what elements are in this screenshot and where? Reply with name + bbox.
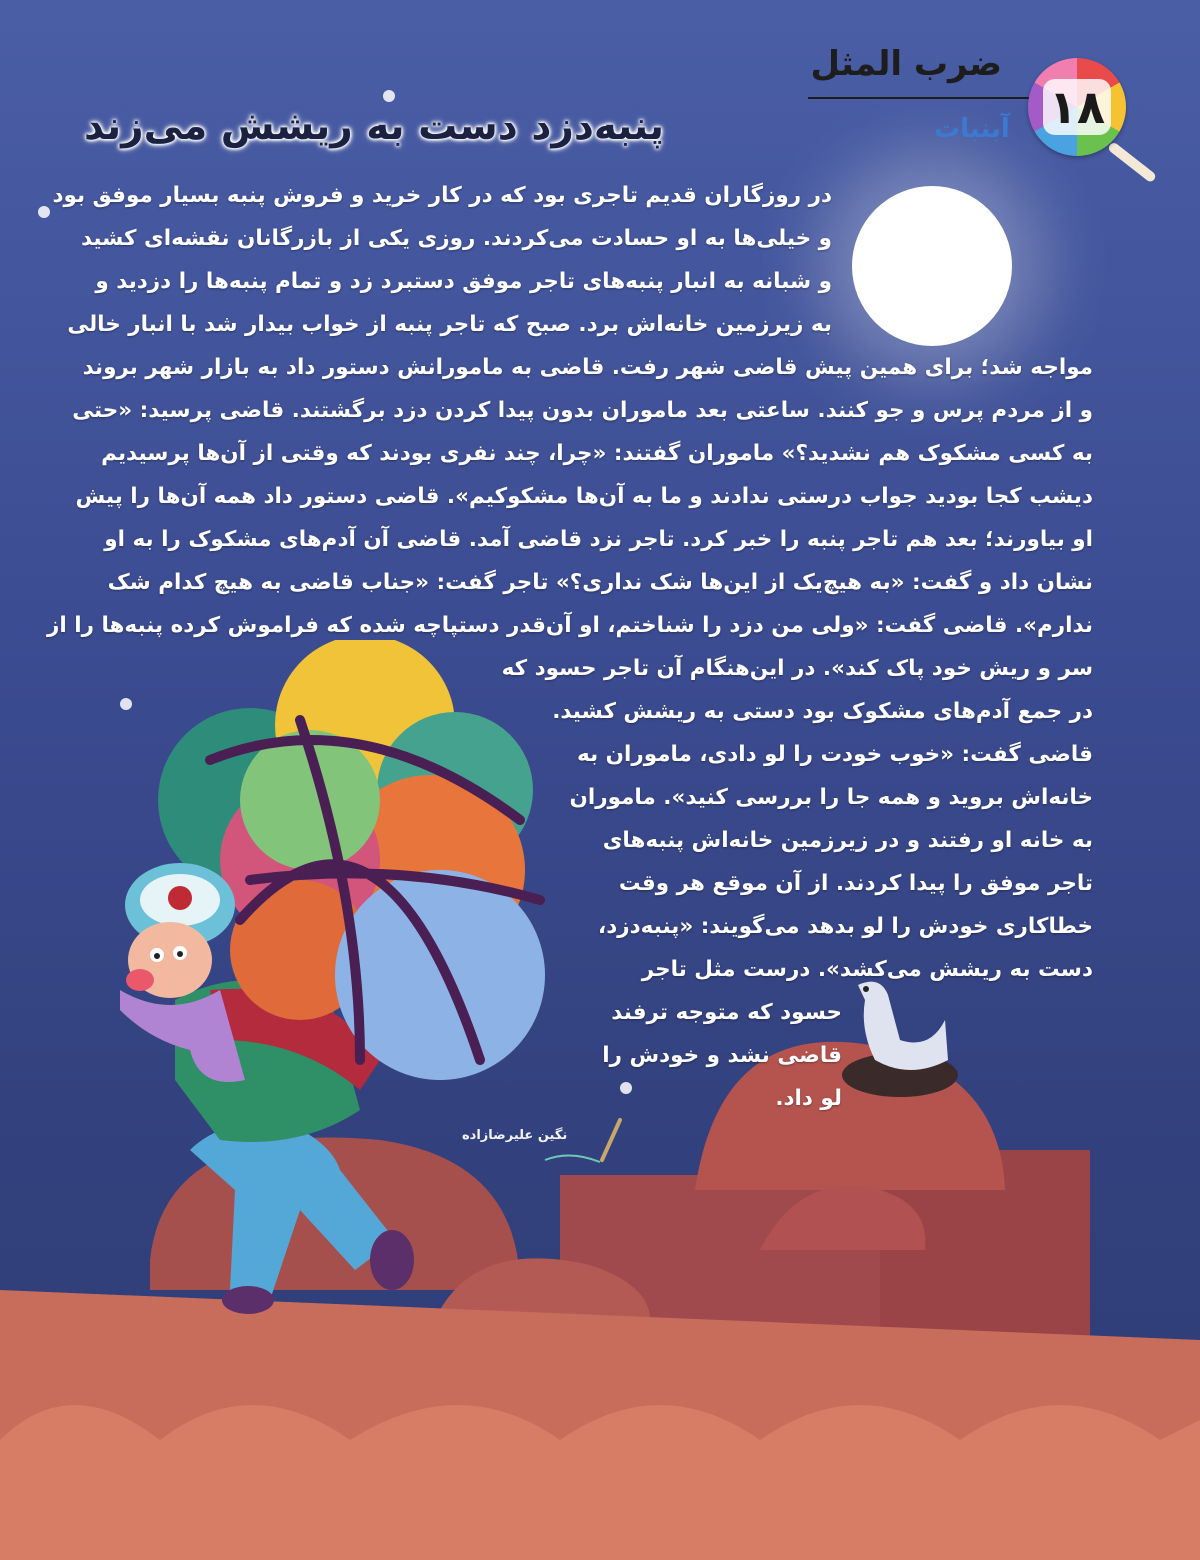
story-line: در جمع آدم‌های مشکوک بود دستی به ریشش کشید. <box>552 699 1093 724</box>
story-line: قاضی گفت: «خوب خودت را لو دادی، ماموران به <box>577 742 1093 767</box>
story-line: خطاکاری خودش را لو بدهد می‌گویند: «پنبه‌دزد، <box>598 914 1093 939</box>
story-line: در روزگاران قدیم تاجری بود که در کار خرید و فروش پنبه بسیار موفق بود <box>52 183 832 208</box>
page-number-lollipop <box>1028 58 1126 156</box>
story-line: به زیرزمین خانه‌اش برد. صبح که تاجر پنبه از خواب بیدار شد با انبار خالی <box>67 312 832 337</box>
story-line: لو داد. <box>775 1086 842 1111</box>
story-line: تاجر موفق را پیدا کردند. از آن موقع هر وقت <box>618 871 1093 896</box>
star <box>383 90 395 102</box>
section-label: ضرب المثل <box>810 44 1002 84</box>
story-line: خانه‌اش بروید و همه جا را بررسی کنید». ماموران <box>569 785 1093 810</box>
story-line: و خیلی‌ها به او حسادت می‌کردند. روزی یکی از بازرگانان نقشه‌ای کشید <box>80 226 832 251</box>
story-line: مواجه شد؛ برای همین پیش قاضی شهر رفت. قاضی به مامورانش دستور داد به بازار شهر بروند <box>82 355 1093 380</box>
roof-arches <box>0 1405 1200 1560</box>
story-line: و شبانه به انبار پنبه‌های تاجر موفق دستبرد زد و تمام پنبه‌ها را دزدید و <box>95 269 832 294</box>
story-line: دیشب کجا بودید جواب درستی ندادند و ما به آن‌ها مشکوکیم». قاضی دستور داد همه آن‌ها را پیش <box>75 484 1093 509</box>
story-line: دست به ریشش می‌کشد». درست مثل تاجر <box>641 957 1093 982</box>
story-line: به خانه او رفتند و در زیرزمین خانه‌اش پنبه‌های <box>602 828 1093 853</box>
story-title: پنبه‌دزد دست به ریشش می‌زند <box>83 104 664 149</box>
lollipop-stick <box>1107 141 1157 183</box>
star <box>38 206 50 218</box>
illustrator-credit: نگین علیرضازاده <box>462 1128 568 1143</box>
brush-icon <box>602 1120 620 1160</box>
brand-logo: آبنبات <box>934 114 1010 144</box>
page-number: ۱۸ <box>1043 79 1111 135</box>
story-line: سر و ریش خود پاک کند». در این‌هنگام آن تاجر حسود که <box>501 656 1093 681</box>
sack <box>335 870 545 1080</box>
moon <box>852 186 1012 346</box>
story-line: و از مردم پرس و جو کنند. ساعتی بعد ماموران بدون پیدا کردن دزد برگشتند. قاضی پرسید: «حتی <box>72 398 1093 423</box>
story-line: قاضی نشد و خودش را <box>602 1043 842 1068</box>
header-rule <box>808 97 1032 99</box>
story-line: او بیاورند؛ بعد هم تاجر پنبه را خبر کرد. تاجر نزد قاضی آمد. قاضی آن آدم‌های مشکوک را به او <box>104 527 1093 552</box>
story-line: به کسی مشکوک هم نشدید؟» ماموران گفتند: «چرا، چند نفری بودند که وقتی از آن‌ها پرسیدیم <box>101 441 1093 466</box>
story-line: حسود که متوجه ترفند <box>611 1000 842 1025</box>
illustration <box>0 640 1200 1560</box>
story-line: نشان داد و گفت: «به هیچ‌یک از این‌ها شک نداری؟» تاجر گفت: «جناب قاضی به هیچ کدام شک <box>107 570 1093 595</box>
story-line: ندارم». قاضی گفت: «ولی من دزد را شناختم، او آن‌قدر دستپاچه شده که فراموش کرده پنبه‌ها را از <box>46 613 1093 638</box>
